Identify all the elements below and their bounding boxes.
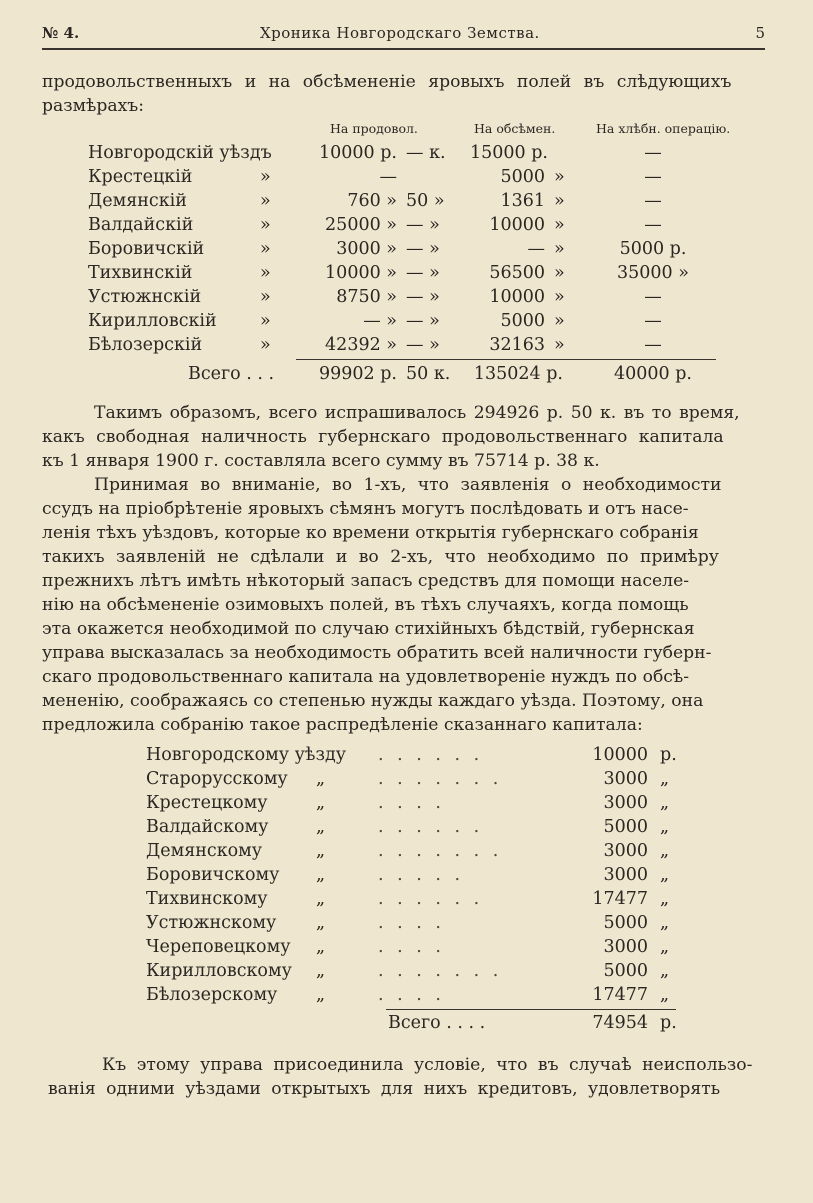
text-line: ванія одними уѣздами открытыхъ для нихъ кредитовъ, удовлетворять [48,1079,721,1099]
amount: 17477 [592,985,648,1005]
district-name: Валдайскому [146,817,269,837]
total-row [0,364,813,388]
unit: „ [660,817,670,837]
table-row: Валдайскому „ . . . . . . 5000 „ [146,817,670,837]
leader-dots: . . . . . [378,865,465,885]
table-row: Бѣлозерскій » 42392 » — » 32163 » — [0,335,813,359]
leader-dots: . . . . . . [378,817,484,837]
unit: „ [660,865,670,885]
total-kopecks: 50 к. [406,364,451,384]
table-row [0,745,813,769]
page-number: 5 [755,24,765,42]
table-row: Тихвинскому „ . . . . . . 17477 „ [146,889,670,909]
unit: „ [660,769,670,789]
table-row [0,143,813,167]
district-name: Боровичскій [88,239,205,259]
text-line: нію на обсѣмененіе озимовыхъ полей, въ тѣхъ случаяхъ, когда помощь [42,595,689,615]
amount: 3000 [603,865,648,885]
prod-amount: 760 » [347,191,397,211]
sow-amount: 10000 [489,287,545,307]
district-name: Тихвинскій [88,263,193,283]
prod-amount: 10000 » [325,263,397,283]
table-row: Устюжнскому „ . . . . 5000 „ [146,913,670,933]
column-header-prod: На продовол. [330,121,418,136]
column-header-op: На хлѣбн. операцію. [596,121,731,136]
amount: 5000 [603,817,648,837]
district-name: Тихвинскому [146,889,268,909]
leader-dots: . . . . . . . [378,961,503,981]
unit: „ [660,889,670,909]
unit: „ [660,985,670,1005]
op-amount: — [644,311,662,331]
prod-kopecks: — к. [406,143,446,163]
sow-amount: 32163 [489,335,545,355]
table-row: Устюжнскій » 8750 » — » 10000 » — [0,287,813,311]
prod-kopecks: — » [406,311,440,331]
table-row: Череповецкому „ . . . . 3000 „ [146,937,670,957]
leader-dots: . . . . . . [378,745,484,765]
op-amount: — [644,215,662,235]
table-row: Валдайскій » 25000 » — » 10000 » — [0,215,813,239]
amount: 17477 [592,889,648,909]
unit: „ [660,961,670,981]
sum-rule [386,1009,676,1010]
amount: 3000 [603,841,648,861]
leader-dots: . . . . . . . [378,841,503,861]
text-line: мененію, соображаясь со степенью нужды каждаго уѣзда. Поэтому, она [42,691,704,711]
district-name: Устюжнскому [146,913,277,933]
leader-dots: . . . . [378,985,445,1005]
sow-amount: 56500 [489,263,545,283]
table-row: Кирилловскій » — » — » 5000 » — [0,311,813,335]
text-line: какъ свободная наличность губернскаго продовольственнаго капитала [42,427,724,447]
text-line: ссудъ на пріобрѣтеніе яровыхъ сѣмянъ могутъ послѣдовать и отъ насе- [42,499,689,519]
amount: 5000 [603,913,648,933]
amount: 5000 [603,961,648,981]
paragraph-1 [42,401,740,473]
sum-rule [296,359,716,360]
leader-dots: . . . . [378,913,445,933]
table-row: Бѣлозерскому „ . . . . 17477 „ [146,985,670,1005]
leader-dots: . . . . [378,793,445,813]
text-line: Принимая во вниманіе, во 1-хъ, что заявленія о необходимости [94,475,722,495]
prod-kopecks: 50 » [406,191,445,211]
total-sow: 135024 р. [473,364,563,384]
table-row: Боровичскому „ . . . . . 3000 „ [146,865,670,885]
amount: 10000 [592,745,648,765]
district-name: Кирилловскій [88,311,217,331]
table-row: Демянскій » 760 » 50 » 1361 » — [0,191,813,215]
unit: р. [660,745,677,765]
unit: „ [660,913,670,933]
prod-amount: 3000 » [336,239,397,259]
amount: 3000 [603,793,648,813]
op-amount: — [644,191,662,211]
district-name: Череповецкому [146,937,291,957]
total-amount: 74954 [592,1013,648,1033]
district-name: Старорусскому [146,769,288,789]
prod-amount: 10000 р. [319,143,397,163]
prod-kopecks: — » [406,263,440,283]
district-name: Бѣлозерскому [146,985,278,1005]
district-name: Новгородскій уѣздъ [88,143,272,163]
leader-dots: . . . . . . [378,889,484,909]
amount: 3000 [603,769,648,789]
text-line: продовольственныхъ и на обсѣмененіе яровыхъ полей въ слѣдующихъ [42,72,732,92]
total-label: Всего . . . . [388,1013,486,1033]
sow-amount: 5000 [500,311,545,331]
prod-kopecks: — » [406,215,440,235]
unit: „ [660,841,670,861]
district-name: Новгородскому уѣзду [146,745,347,765]
op-amount: 5000 р. [619,239,687,259]
prod-amount: — » [363,311,397,331]
district-name: Валдайскій [88,215,194,235]
text-line: скаго продовольственнаго капитала на удовлетвореніе нуждъ по обсѣ- [42,667,690,687]
running-header [42,24,765,46]
op-amount: — [644,143,662,163]
table-row: Тихвинскій » 10000 » — » 56500 » 35000 » [0,263,813,287]
column-header-sow: На обсѣмен. [474,121,556,136]
district-name: Кирилловскому [146,961,292,981]
district-name: Демянскій [88,191,187,211]
op-amount: — [644,287,662,307]
intro-paragraph [42,70,731,118]
total-label: Всего . . . [188,364,275,384]
sow-amount: — [527,239,545,259]
total-prod: 99902 р. [319,364,397,384]
district-name: Крестецкій [88,167,193,187]
district-name: Боровичскому [146,865,280,885]
issue-number: № 4. [42,24,80,42]
text-line: Такимъ образомъ, всего испрашивалось 294926 р. 50 к. въ то время, [94,403,740,423]
text-line: къ 1 января 1900 г. составляла всего сумму въ 75714 р. 38 к. [42,451,600,471]
prod-kopecks: — » [406,239,440,259]
table-row: Демянскому „ . . . . . . . 3000 „ [146,841,670,861]
table-row: Крестецкій » — 5000 » — [0,167,813,191]
prod-amount: 42392 » [325,335,397,355]
text-line: ленія тѣхъ уѣздовъ, которые ко времени открытія губернскаго собранія [42,523,699,543]
paragraph-3 [42,1053,752,1101]
table-row: Боровичскій » 3000 » — » — » 5000 р. [0,239,813,263]
op-amount: — [644,167,662,187]
prod-amount: 8750 » [336,287,397,307]
text-line: управа высказалась за необходимость обратить всей наличности губерн- [42,643,712,663]
district-name: Демянскому [146,841,263,861]
text-line: эта окажется необходимой по случаю стихійныхъ бѣдствій, губернская [42,619,695,639]
op-amount: 35000 » [617,263,689,283]
total-op: 40000 р. [614,364,692,384]
sow-amount: 1361 [500,191,545,211]
sow-amount: 10000 [489,215,545,235]
sow-amount: 5000 [500,167,545,187]
op-amount: — [644,335,662,355]
prod-amount: 25000 » [325,215,397,235]
district-name: Бѣлозерскій [88,335,203,355]
text-line: Къ этому управа присоединила условіе, что въ случаѣ неиспользо- [102,1055,753,1075]
district-name: Крестецкому [146,793,268,813]
paragraph-2 [42,473,722,737]
text-line: размѣрахъ: [42,96,145,116]
running-title: Хроника Новгородскаго Земства. [260,24,540,42]
total-row [0,1013,813,1037]
prod-kopecks: — » [406,335,440,355]
text-line: такихъ заявленій не сдѣлали и во 2-хъ, что необходимо по примѣру [42,547,719,567]
table-row: Старорусскому „ . . . . . . . 3000 „ [146,769,670,789]
unit: „ [660,793,670,813]
leader-dots: . . . . [378,937,445,957]
prod-amount: — [379,167,397,187]
table-row: Крестецкому „ . . . . 3000 „ [146,793,670,813]
amount: 3000 [603,937,648,957]
district-name: Устюжнскій [88,287,202,307]
prod-kopecks: — » [406,287,440,307]
text-line: прежнихъ лѣтъ имѣть нѣкоторый запасъ средствъ для помощи населе- [42,571,690,591]
header-rule [42,48,765,50]
unit: „ [660,937,670,957]
text-line: предложила собранію такое распредѣленіе сказаннаго капитала: [42,715,643,735]
leader-dots: . . . . . . . [378,769,503,789]
total-unit: р. [660,1013,677,1033]
table-row: Кирилловскому „ . . . . . . . 5000 „ [146,961,670,981]
sow-amount: 15000 р. [470,143,548,163]
